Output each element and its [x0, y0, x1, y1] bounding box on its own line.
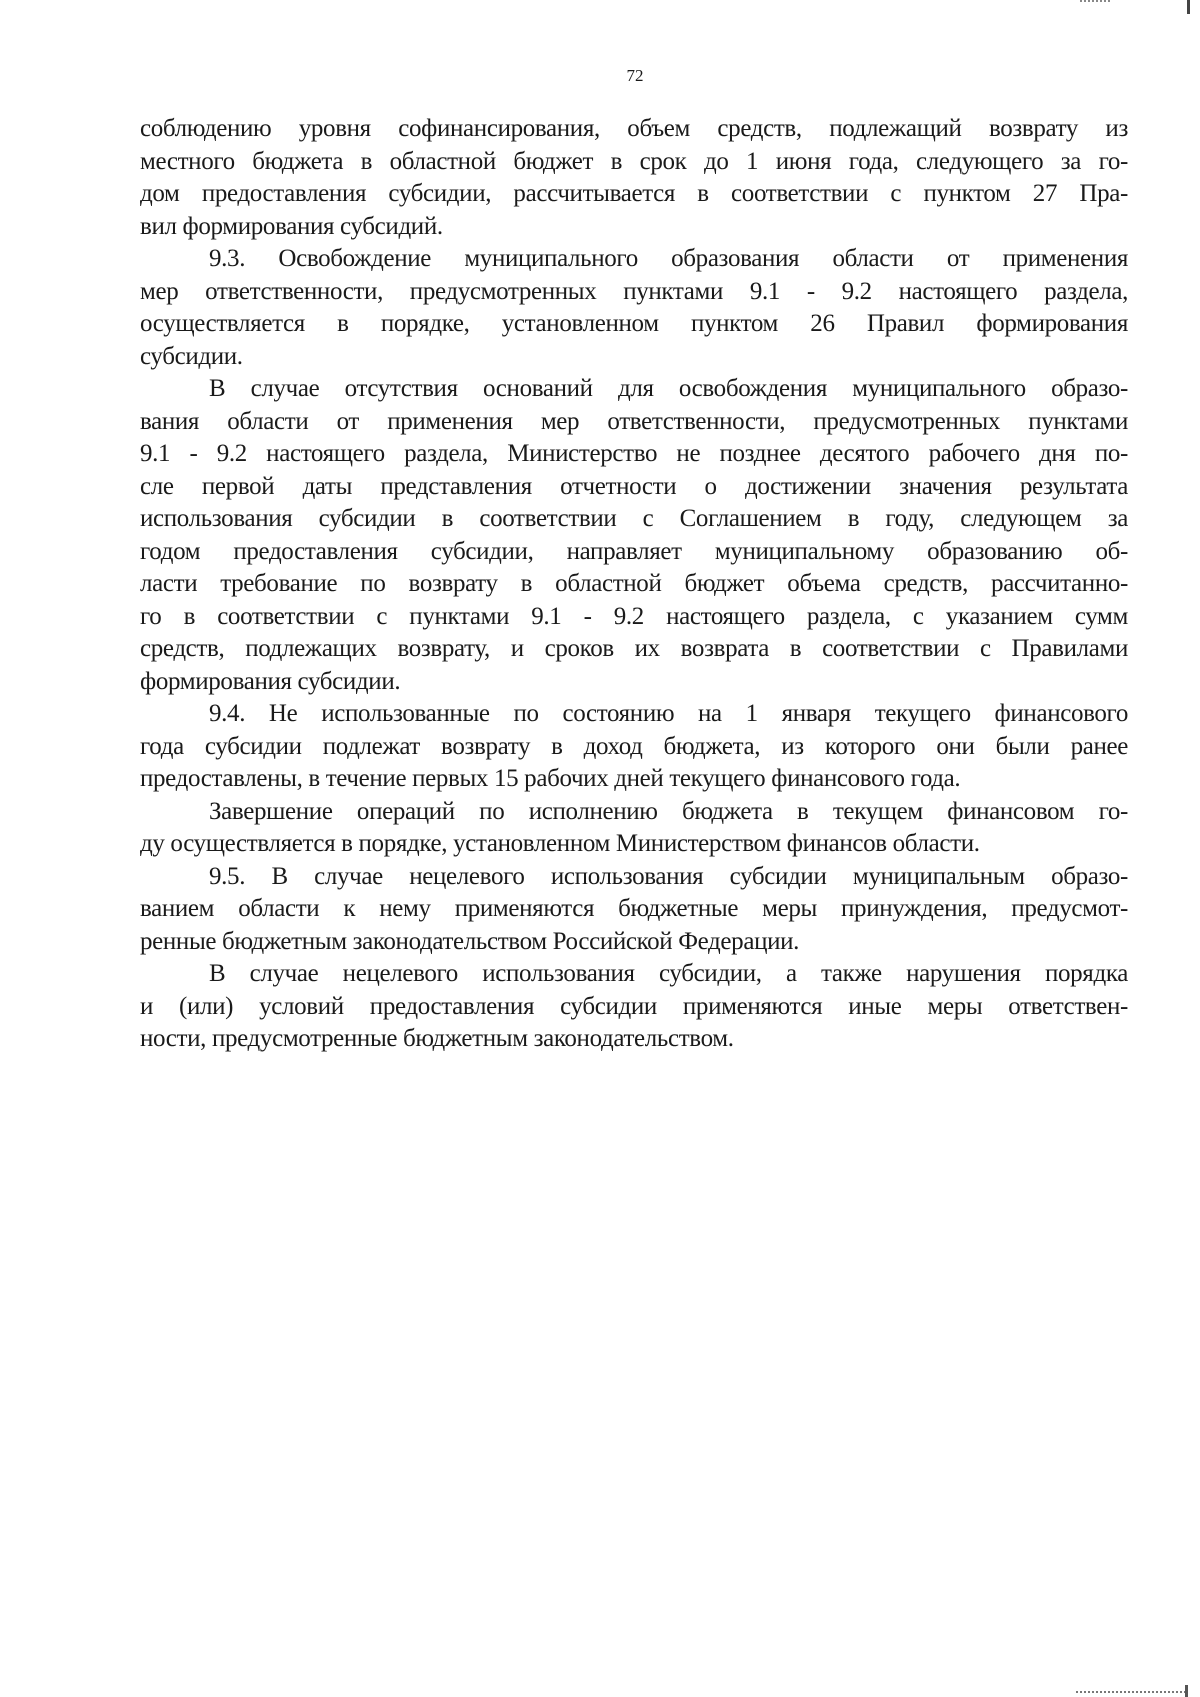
text-line: 9.5. В случае нецелевого использования субсидии муниципальным образо- [209, 862, 1128, 890]
text-line: осуществляется в порядке, установленном пунктом 26 Правил формирования [140, 310, 1128, 337]
text-line: В случае нецелевого использования субсидии, а также нарушения порядка [209, 960, 1128, 987]
text-line: местного бюджета в областной бюджет в срок до 1 июня года, следующего за го- [140, 147, 1128, 175]
text-line: формирования субсидии. [140, 667, 401, 695]
text-line: 9.3. Освобождение муниципального образования области от применения [209, 245, 1128, 272]
text-line: и (или) условий предоставления субсидии применяются иные меры ответствен- [140, 992, 1128, 1020]
document-body [140, 113, 1128, 1056]
text-line: мер ответственности, предусмотренных пунктами 9.1 - 9.2 настоящего раздела, [140, 277, 1128, 305]
scan-edge-mark [1080, 0, 1110, 5]
text-line: вания области от применения мер ответственности, предусмотренных пунктами [140, 407, 1128, 435]
text-line: ности, предусмотренные бюджетным законодательством. [140, 1025, 734, 1052]
text-line: В случае отсутствия оснований для освобождения муниципального образо- [209, 375, 1128, 402]
text-line: го в соответствии с пунктами 9.1 - 9.2 настоящего раздела, с указанием сумм [140, 602, 1128, 630]
text-line: 9.1 - 9.2 настоящего раздела, Министерство не позднее десятого рабочего дня по- [140, 440, 1128, 467]
text-line: ду осуществляется в порядке, установленном Министерством финансов области. [140, 830, 980, 857]
text-line: субсидии. [140, 342, 243, 370]
text-line: ласти требование по возврату в областной бюджет объема средств, рассчитанно- [140, 570, 1128, 597]
text-line: соблюдению уровня софинансирования, объем средств, подлежащий возврату из [140, 115, 1128, 142]
text-line: ванием области к нему применяются бюджетные меры принуждения, предусмот- [140, 895, 1128, 922]
scan-edge-mark [1076, 1681, 1186, 1693]
text-line: средств, подлежащих возврату, и сроков их возврата в соответствии с Правилами [140, 635, 1128, 662]
text-line: ренные бюджетным законодательством Российской Федерации. [140, 927, 800, 955]
page-number: 72 [626, 66, 644, 85]
text-line: годом предоставления субсидии, направляет муниципальному образованию об- [140, 537, 1128, 565]
scan-edge-mark [1187, 0, 1190, 14]
text-line: года субсидии подлежат возврату в доход бюджета, из которого они были ранее [140, 732, 1128, 760]
text-line: дом предоставления субсидии, рассчитывается в соответствии с пунктом 27 Пра- [140, 180, 1128, 207]
scan-edge-mark [1185, 1685, 1188, 1697]
text-line: использования субсидии в соответствии с Соглашением в году, следующем за [140, 505, 1128, 532]
text-line: Завершение операций по исполнению бюджета в текущем финансовом го- [209, 797, 1128, 825]
text-line: вил формирования субсидий. [140, 212, 443, 240]
text-line: сле первой даты представления отчетности о достижении значения результата [140, 472, 1128, 500]
text-line: 9.4. Не использованные по состоянию на 1 января текущего финансового [209, 700, 1128, 727]
text-line: предоставлены, в течение первых 15 рабочих дней текущего финансового года. [140, 765, 961, 792]
